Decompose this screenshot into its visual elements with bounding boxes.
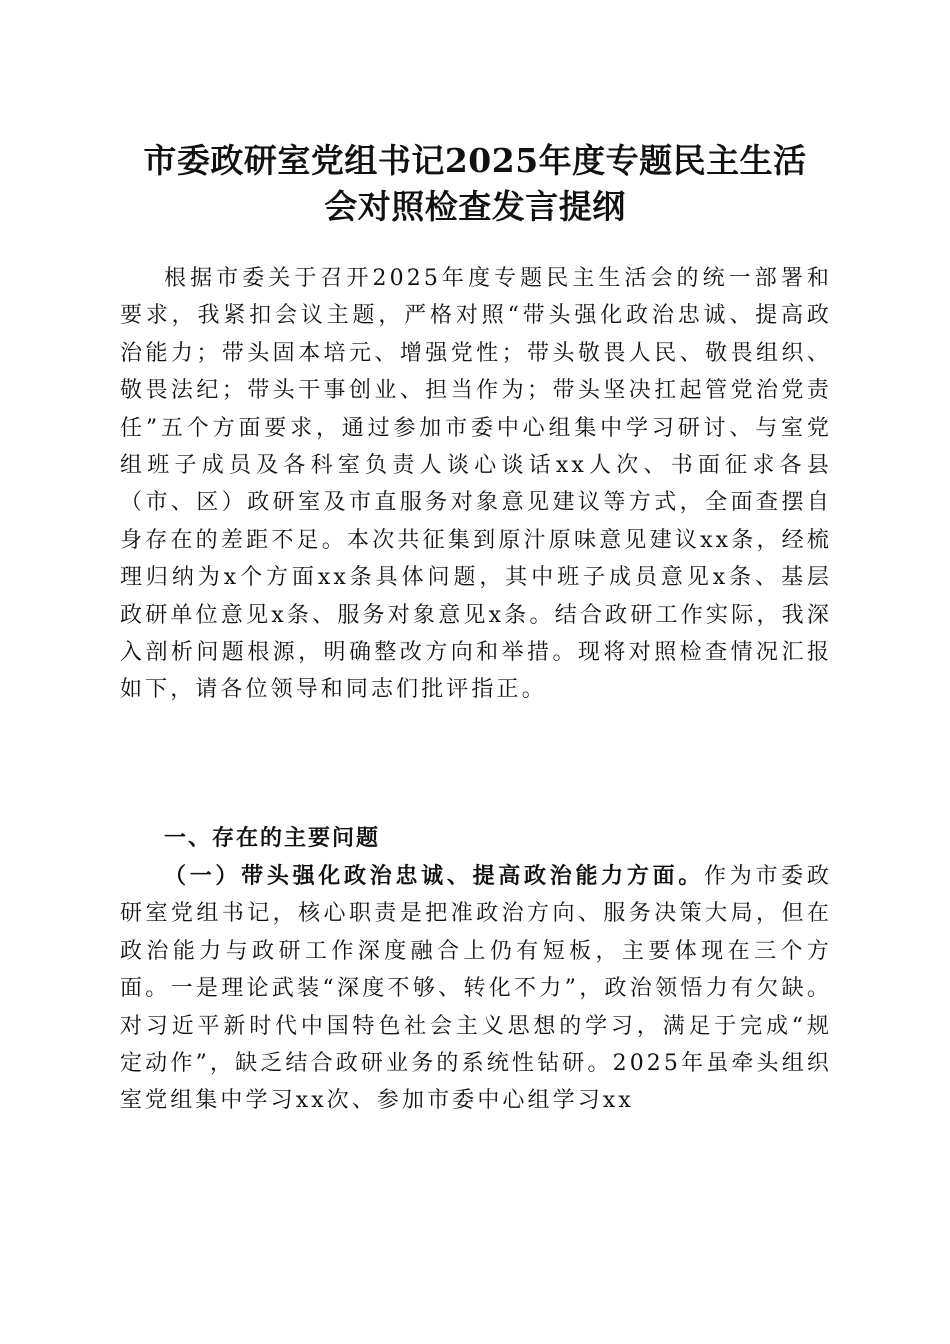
document-title	[100, 138, 850, 230]
subsection-1-lead: （一）带头强化政治忠诚、提高政治能力方面。	[164, 863, 705, 889]
intro-paragraph: 根据市委关于召开2025年度专题民主生活会的统一部署和要求，我紧扣会议主题，严格对照“带头强化政治忠诚、提高政治能力；带头固本培元、增强党性；带头敬畏人民、敬畏组织、敬畏法纪；带头干事创业、担当作为；带头坚决扛起管党治党责任”五个方面要求，通过参加市委中心组集中学习研讨、与室党组班子成员及各科室负责人谈心谈话xx人次、书面征求各县（市、区）政研室及市直服务对象意见建议等方式，全面查摆自身存在的差距不足。本次共征集到原汁原味意见建议xx条，经梳理归纳为x个方面xx条具体问题，其中班子成员意见x条、基层政研单位意见x条、服务对象意见x条。结合政研工作实际，我深入剖析问题根源，明确整改方向和举措。现将对照检查情况汇报如下，请各位领导和同志们批评指正。	[120, 266, 832, 703]
subsection-1-text: 作为市委政研室党组书记，核心职责是把准政治方向、服务决策大局，但在政治能力与政研工作深度融合上仍有短板，主要体现在三个方面。一是理论武装“深度不够、转化不力”，政治领悟力有欠缺。对习近平新时代中国特色社会主义思想的学习，满足于完成“规定动作”，缺乏结合政研业务的系统性钻研。2025年虽牵头组织室党组集中学习xx次、参加市委中心组学习xx	[120, 864, 832, 1114]
subsection-1-paragraph	[120, 858, 832, 1120]
document-title-line-1: 市委政研室党组书记2025年度专题民主生活	[143, 141, 807, 180]
document-title-line-2: 会对照检查发言提纲	[324, 187, 626, 226]
section-heading-main-problems: 一、存在的主要问题	[164, 826, 381, 851]
